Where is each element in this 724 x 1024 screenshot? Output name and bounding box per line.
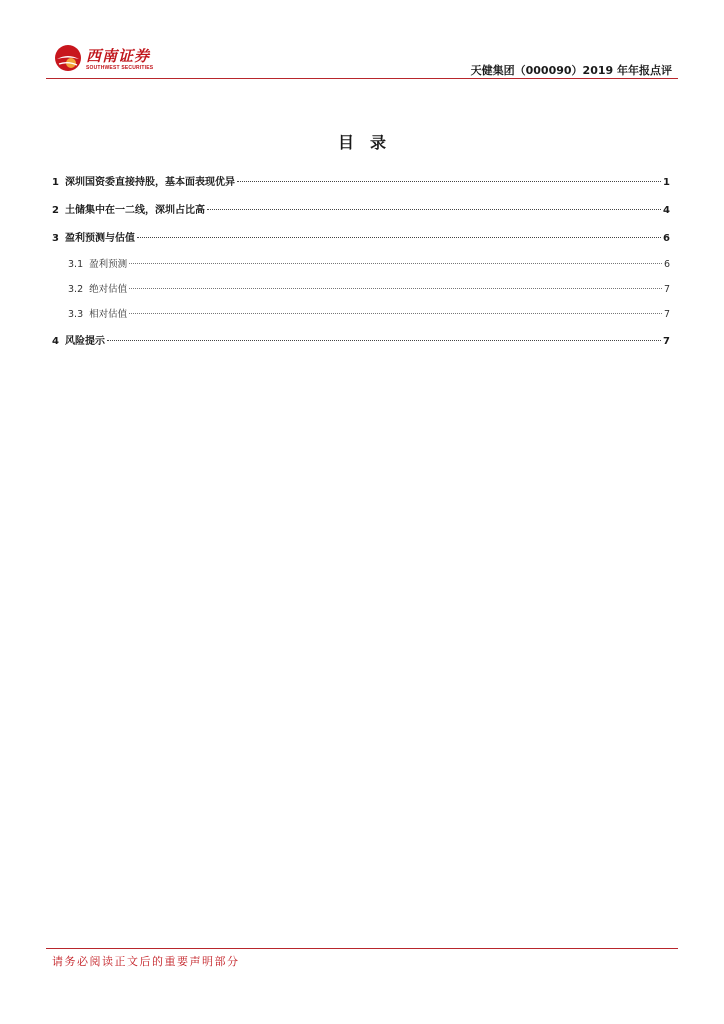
toc-leader-dots	[129, 313, 662, 314]
toc-leader-dots	[237, 181, 661, 182]
toc-title: 目录	[337, 133, 402, 152]
footer-divider	[46, 948, 678, 949]
toc-leader-dots	[107, 340, 661, 341]
toc-entry-number: 3	[52, 233, 59, 244]
toc-entry-text: 土储集中在一二线，深圳占比高	[64, 205, 205, 216]
toc-entry-number: 3.3	[68, 309, 84, 320]
toc-entry-text: 风险提示	[64, 336, 105, 347]
toc-entry-text: 相对估值	[89, 309, 128, 320]
toc-entry-number: 1	[52, 177, 59, 188]
toc-entry-page: 4	[663, 205, 670, 216]
toc-entry-page: 7	[663, 336, 670, 347]
toc-entry-2[interactable]	[52, 201, 670, 216]
report-title: 天健集团（000090）2019 年年报点评	[470, 64, 672, 77]
toc-entry-3[interactable]	[52, 229, 670, 244]
toc-entry-page: 6	[663, 233, 670, 244]
toc-entry-3-3[interactable]	[68, 306, 670, 320]
toc-entry-page: 7	[663, 309, 670, 320]
toc-leader-dots	[129, 288, 662, 289]
logo-chinese-name: 西南证券	[86, 47, 151, 65]
toc-entry-text: 绝对估值	[89, 284, 128, 295]
toc-entry-text: 盈利预测与估值	[64, 233, 135, 244]
toc-entry-number: 2	[52, 205, 59, 216]
company-logo	[54, 44, 154, 76]
toc-entry-text: 深圳国资委直接持股，基本面表现优异	[64, 177, 235, 188]
toc-entry-3-2[interactable]	[68, 281, 670, 295]
logo-english-name: SOUTHWEST SECURITIES	[86, 65, 154, 71]
toc-entry-1[interactable]	[52, 173, 670, 188]
toc-entry-4[interactable]	[52, 332, 670, 347]
toc-entry-page: 7	[663, 284, 670, 295]
header-divider	[46, 78, 678, 79]
toc-entry-number: 3.2	[68, 284, 84, 295]
southwest-securities-logo-icon	[54, 44, 82, 72]
toc-entry-page: 6	[663, 259, 670, 270]
toc-leader-dots	[129, 263, 662, 264]
toc-entry-page: 1	[663, 177, 670, 188]
toc-leader-dots	[137, 237, 661, 238]
toc-entry-number: 3.1	[68, 259, 84, 270]
footer-disclaimer: 请务必阅读正文后的重要声明部分	[52, 955, 240, 968]
toc-entry-text: 盈利预测	[89, 259, 128, 270]
toc-leader-dots	[207, 209, 661, 210]
toc-entry-number: 4	[52, 336, 59, 347]
toc-entry-3-1[interactable]	[68, 256, 670, 270]
